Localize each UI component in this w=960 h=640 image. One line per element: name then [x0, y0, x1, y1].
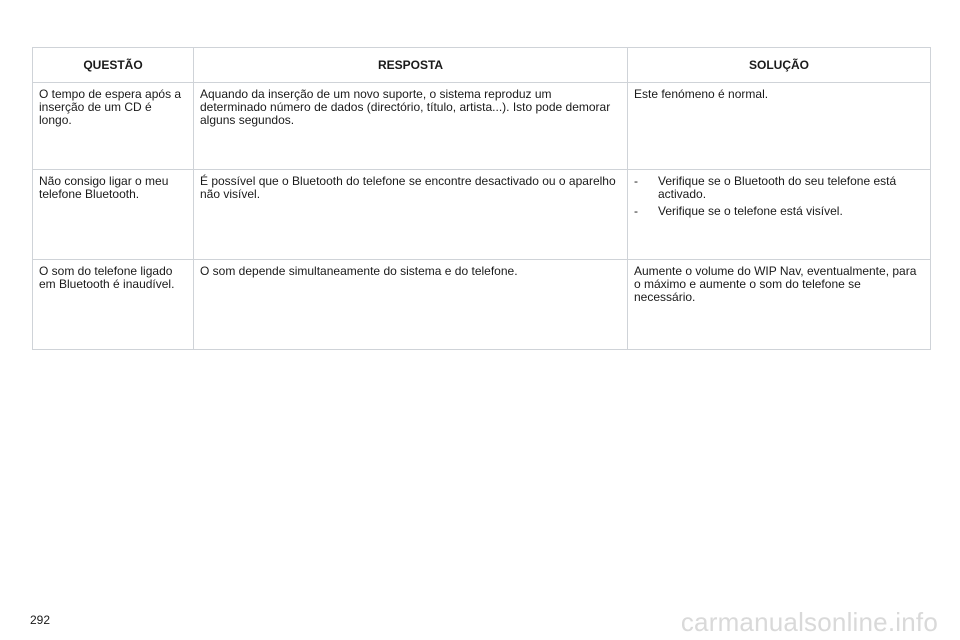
- dash-bullet: -: [634, 174, 638, 188]
- solution-item-text: Verifique se o telefone está visível.: [658, 204, 843, 218]
- solution-list-item: [634, 175, 924, 201]
- solution-cell: Aumente o volume do WIP Nav, eventualmente, para o máximo e aumente o som do telefone se necessário.: [628, 260, 931, 350]
- header-question: QUESTÃO: [33, 48, 194, 83]
- solution-item-text: Verifique se o Bluetooth do seu telefone está activado.: [658, 174, 897, 201]
- solution-list: [634, 175, 924, 218]
- faq-table: [32, 47, 931, 350]
- solution-cell: Este fenómeno é normal.: [628, 83, 931, 170]
- question-cell: O tempo de espera após a inserção de um CD é longo.: [33, 83, 194, 170]
- solution-cell: [628, 170, 931, 260]
- answer-cell: É possível que o Bluetooth do telefone se encontre desactivado ou o aparelho não visível.: [194, 170, 628, 260]
- table-row: [33, 83, 931, 170]
- page-number: 292: [30, 613, 51, 627]
- question-cell: O som do telefone ligado em Bluetooth é inaudível.: [33, 260, 194, 350]
- answer-cell: O som depende simultaneamente do sistema e do telefone.: [194, 260, 628, 350]
- table-header-row: [33, 48, 931, 83]
- header-solution: SOLUÇÃO: [628, 48, 931, 83]
- watermark: carmanualsonline.info: [680, 607, 938, 637]
- solution-list-item: [634, 205, 924, 218]
- header-answer: RESPOSTA: [194, 48, 628, 83]
- answer-cell: Aquando da inserção de um novo suporte, o sistema reproduz um determinado número de dados (directório, título, artista...). Isto pode demorar alguns segundos.: [194, 83, 628, 170]
- table-row: [33, 170, 931, 260]
- question-cell: Não consigo ligar o meu telefone Bluetooth.: [33, 170, 194, 260]
- dash-bullet: -: [634, 204, 638, 218]
- table-row: [33, 260, 931, 350]
